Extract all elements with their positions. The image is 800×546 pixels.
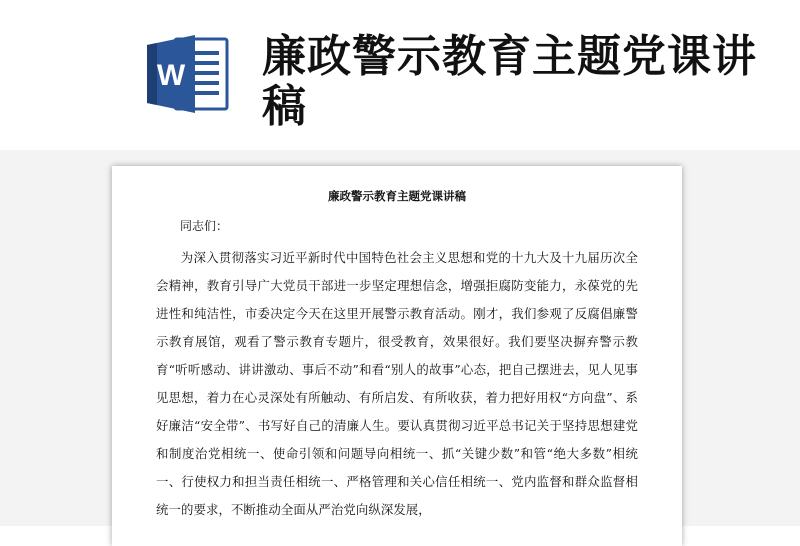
header: [0, 0, 800, 150]
word-icon-letter: W: [156, 59, 186, 92]
page-title: 廉政警示教育主题党课讲稿: [262, 31, 757, 132]
document-page: [112, 166, 682, 546]
document-greeting: 同志们：: [180, 219, 229, 233]
document-title: 廉政警示教育主题党课讲稿: [328, 189, 466, 203]
word-doc-icon: [145, 33, 231, 115]
document-paragraph: 为深入贯彻落实习近平新时代中国特色社会主义思想和党的十九大及十九届历次全会精神，教育引导广大党员干部进一步坚定理想信念，增强拒腐防变能力，永葆党的先进性和纯洁性，市委决定今天在这里开展警示教育活动。刚才，我们参观了反腐倡廉警示教育展馆，观看了警示教育专题片，很受教育，效果很好。我们要坚决摒弃警示教育“听听感动、讲讲激动、事后不动”和看“别人的故事”心态，把自己摆进去，见人见事见思想，着力在心灵深处有所触动、有所启发、有所收获，着力把好用权“方向盘”、系好廉洁“安全带”、书写好自己的清廉人生。要认真贯彻习近平总书记关于坚持思想建党和制度治党相统一、使命引领和问题导向相统一、抓“关键少数”和管“绝大多数”相统一、行使权力和担当责任相统一、严格管理和关心信任相统一、党内监督和群众监督相统一的要求，不断推动全面从严治党向纵深发展，: [156, 250, 638, 517]
